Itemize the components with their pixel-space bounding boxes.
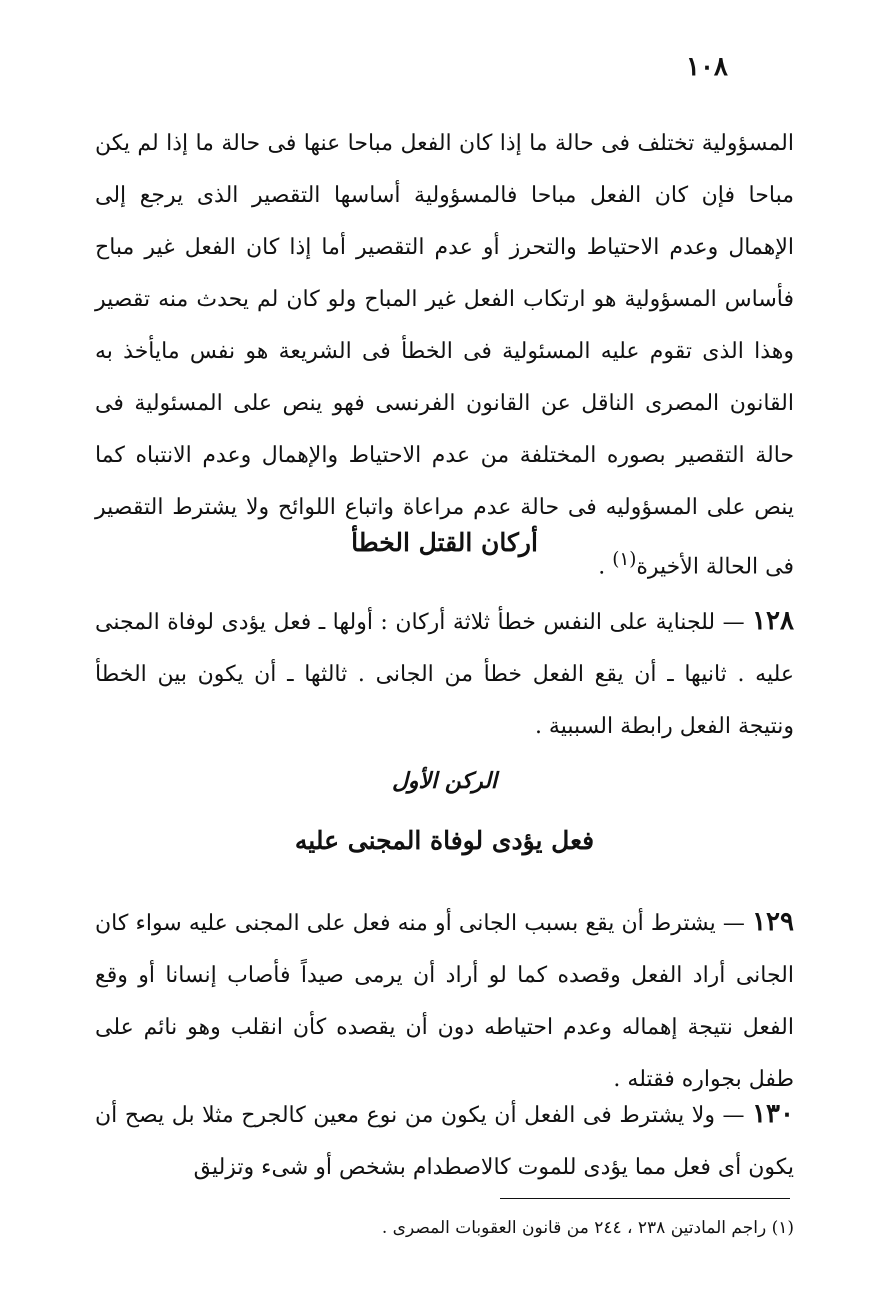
paragraph-129: [95, 896, 794, 1106]
paragraph-text: المسؤولية تختلف فى حالة ما إذا كان الفعل مباحا عنها فى حالة ما إذا لم يكن مباحا فإن كان الفعل مباحا فالمسؤولية أساسها التقصير الذى يرجع إلى الإهمال وعدم الاحتياط والتحرز أو عدم التقصير أما إذا كان الفعل غير مباح فأساس المسؤولية هو ارتكاب الفعل غير المباح ولو كان لم يحدث منه تقصير وهذا الذى تقوم عليه المسئولية فى الخطأ فى الشريعة هو نفس مايأخذ به القانون المصرى الناقل عن القانون الفرنسى فهو ينص على المسئولية فى حالة التقصير بصوره المختلفة من عدم الاحتياط والإهمال وعدم الانتباه كما ينص على المسؤوليه فى حالة عدم مراعاة واتباع اللوائح ولا يشترط التقصير فى الحالة الأخيرة: [95, 131, 794, 580]
footnote-divider: [500, 1198, 790, 1199]
paragraph-liability: [95, 118, 794, 593]
paragraph-number: ١٢٨: [752, 606, 794, 636]
page-number: ١٠٨: [686, 52, 728, 82]
footnote: (١) راجم المادتين ٢٣٨ ، ٢٤٤ من قانون العقوبات المصرى .: [381, 1218, 794, 1238]
paragraph-text: — ولا يشترط فى الفعل أن يكون من نوع معين كالجرح مثلا بل يصح أن يكون أى فعل مما يؤدى للموت كالاصطدام بشخص أو شىء وتزليق: [95, 1103, 794, 1180]
paragraph-text: — يشترط أن يقع بسبب الجانى أو منه فعل على المجنى عليه سواء كان الجانى أراد الفعل وقصده كما لو أراد أن يرمى صيداً فأصاب إنسانا أو وقع الفعل نتيجة إهماله وعدم احتياطه دون أن يقصده كأن انقلب وهو نائم على طفل بجواره فقتله .: [95, 911, 794, 1092]
paragraph-end: .: [598, 554, 613, 580]
section-heading-elements: أركان القتل الخطأ: [351, 528, 538, 557]
paragraph-128: [95, 595, 794, 753]
subsection-heading-first-element: الركن الأول: [391, 768, 498, 794]
paragraph-number: ١٢٩: [752, 907, 794, 937]
paragraph-text: — للجناية على النفس خطأ ثلاثة أركان : أولها ـ فعل يؤدى لوفاة المجنى عليه . ثانيها ـ أن يقع الفعل خطأ من الجانى . ثالثها ـ أن يكون بين الخطأ ونتيجة الفعل رابطة السببية .: [95, 610, 794, 739]
footnote-reference: (١): [612, 549, 637, 570]
subsection-title: فعل يؤدى لوفاة المجنى عليه: [294, 826, 595, 855]
paragraph-130: [95, 1088, 794, 1194]
paragraph-number: ١٣٠: [752, 1099, 794, 1129]
